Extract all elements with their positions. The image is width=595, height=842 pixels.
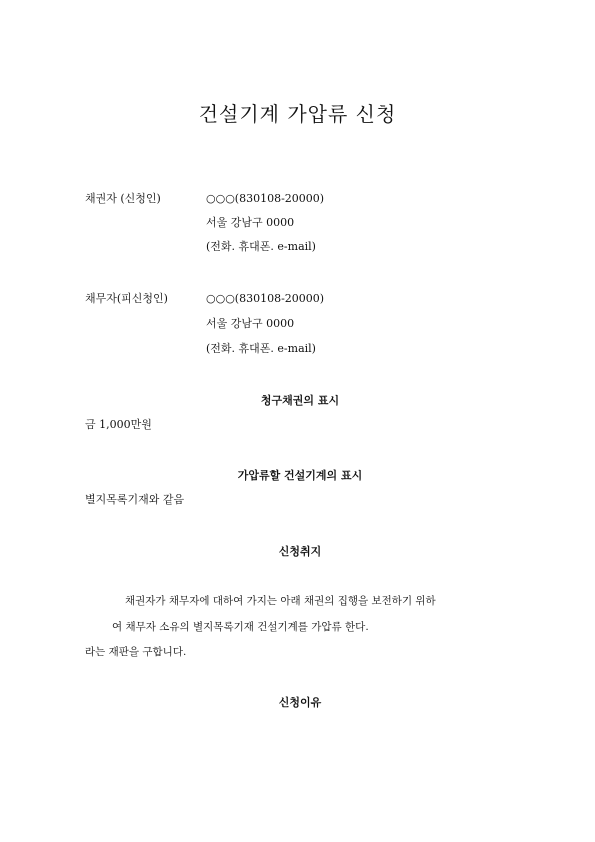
document-title: 건설기계 가압류 신청 [198, 102, 397, 126]
debtor-contact: (전화. 휴대폰. e-mail) [206, 342, 316, 355]
purpose-heading: 신청취지 [278, 545, 322, 558]
purpose-line-2: 여 채무자 소유의 별지목록기재 건설기계를 가압류 한다. [112, 621, 369, 633]
debtor-address: 서울 강남구 0000 [206, 317, 295, 330]
creditor-address: 서울 강남구 0000 [206, 216, 295, 229]
machine-text: 별지목록기재와 같음 [85, 493, 185, 506]
debtor-name: ○○○(830108-20000) [206, 292, 325, 305]
purpose-line-1: 채권자가 채무자에 대하여 가지는 아래 채권의 집행을 보전하기 위하 [125, 595, 436, 607]
creditor-label: 채권자 (신청인) [85, 192, 161, 205]
reason-heading: 신청이유 [278, 696, 322, 709]
creditor-contact: (전화. 휴대폰. e-mail) [206, 240, 316, 253]
debtor-label: 채무자(피신청인) [85, 292, 168, 305]
claim-heading: 청구채권의 표시 [260, 394, 340, 407]
machine-heading: 가압류할 건설기계의 표시 [237, 469, 363, 482]
creditor-name: ○○○(830108-20000) [206, 192, 325, 205]
claim-amount: 금 1,000만원 [85, 418, 152, 431]
purpose-line-3: 라는 재판을 구합니다. [85, 646, 187, 658]
